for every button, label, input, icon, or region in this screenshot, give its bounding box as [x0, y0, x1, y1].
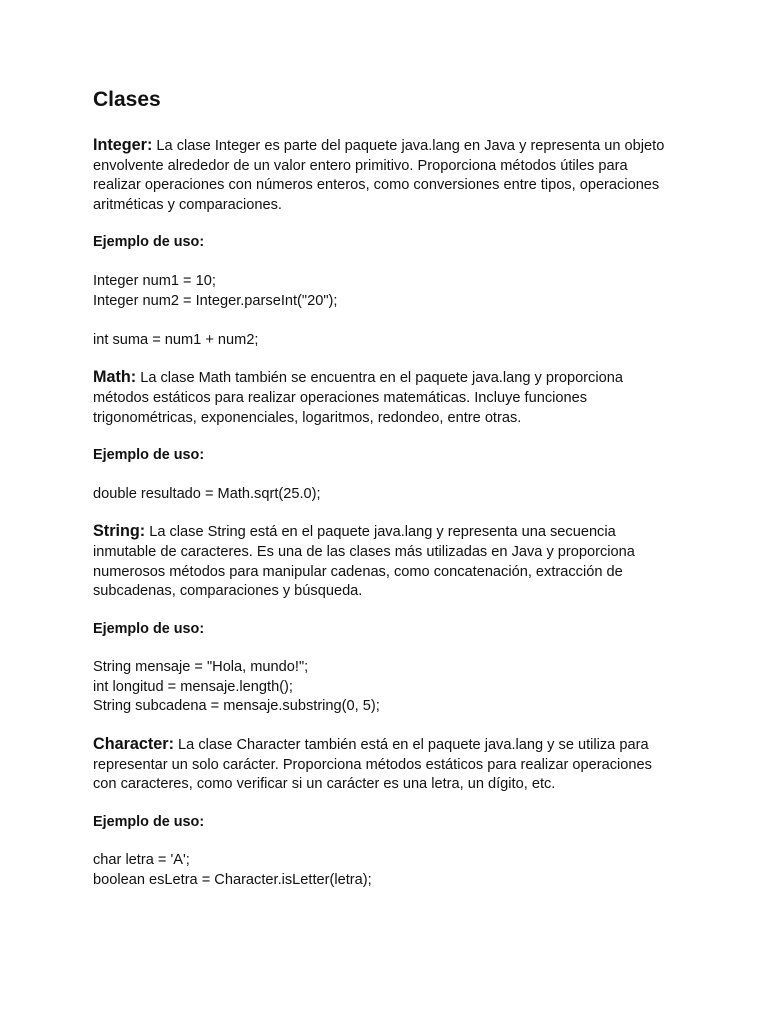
code-line: String subcadena = mensaje.substring(0, 5); — [93, 698, 380, 715]
description-text: La clase Integer es parte del paquete java.lang en Java y representa un objeto envolvente alrededor de un valor entero primitivo. Proporciona métodos útiles para realizar operaciones con números enteros, como conversiones entre tipos, operaciones aritméticas y comparaciones. — [93, 138, 665, 213]
section-integer — [93, 136, 676, 350]
section-description — [93, 735, 676, 795]
example-label: Ejemplo de uso: — [93, 620, 205, 637]
section-description — [93, 368, 676, 428]
code-line: Integer num1 = 10; — [93, 272, 216, 289]
document-title: Clases — [93, 88, 161, 111]
section-term: String: — [93, 522, 146, 541]
description-text: La clase Character también está en el paquete java.lang y se utiliza para representar un solo carácter. Proporciona métodos estáticos para realizar operaciones con caracteres, como verificar si un carácter es una letra, un dígito, etc. — [93, 737, 652, 793]
example-label: Ejemplo de uso: — [93, 234, 205, 251]
code-line: int suma = num1 + num2; — [93, 331, 259, 348]
code-line: Integer num2 = Integer.parseInt("20"); — [93, 292, 338, 309]
example-label: Ejemplo de uso: — [93, 447, 205, 464]
code-example — [93, 851, 676, 890]
code-example — [93, 485, 676, 505]
code-example — [93, 272, 676, 350]
section-string — [93, 522, 676, 717]
description-text: La clase String está en el paquete java.lang y representa una secuencia inmutable de caracteres. Es una de las clases más utilizadas en Java y proporciona numerosos métodos para manipular cadenas, como concatenación, extracción de subcadenas, comparaciones y búsqueda. — [93, 524, 635, 600]
code-line: boolean esLetra = Character.isLetter(letra); — [93, 872, 372, 889]
code-example — [93, 658, 676, 717]
code-line: int longitud = mensaje.length(); — [93, 678, 293, 695]
section-description — [93, 522, 676, 601]
code-line: double resultado = Math.sqrt(25.0); — [93, 485, 321, 502]
code-line: char letra = 'A'; — [93, 852, 190, 869]
section-character — [93, 735, 676, 891]
section-term: Math: — [93, 368, 137, 387]
code-blank-line — [93, 311, 676, 331]
section-term: Integer: — [93, 136, 153, 154]
code-line: String mensaje = "Hola, mundo!"; — [93, 659, 309, 676]
section-description — [93, 136, 676, 215]
example-label: Ejemplo de uso: — [93, 813, 205, 830]
section-term: Character: — [93, 735, 174, 754]
description-text: La clase Math también se encuentra en el paquete java.lang y proporciona métodos estáticos para realizar operaciones matemáticas. Incluye funciones trigonométricas, exponenciales, logaritmos, redondeo, entre otras. — [93, 370, 623, 426]
section-math — [93, 368, 676, 504]
